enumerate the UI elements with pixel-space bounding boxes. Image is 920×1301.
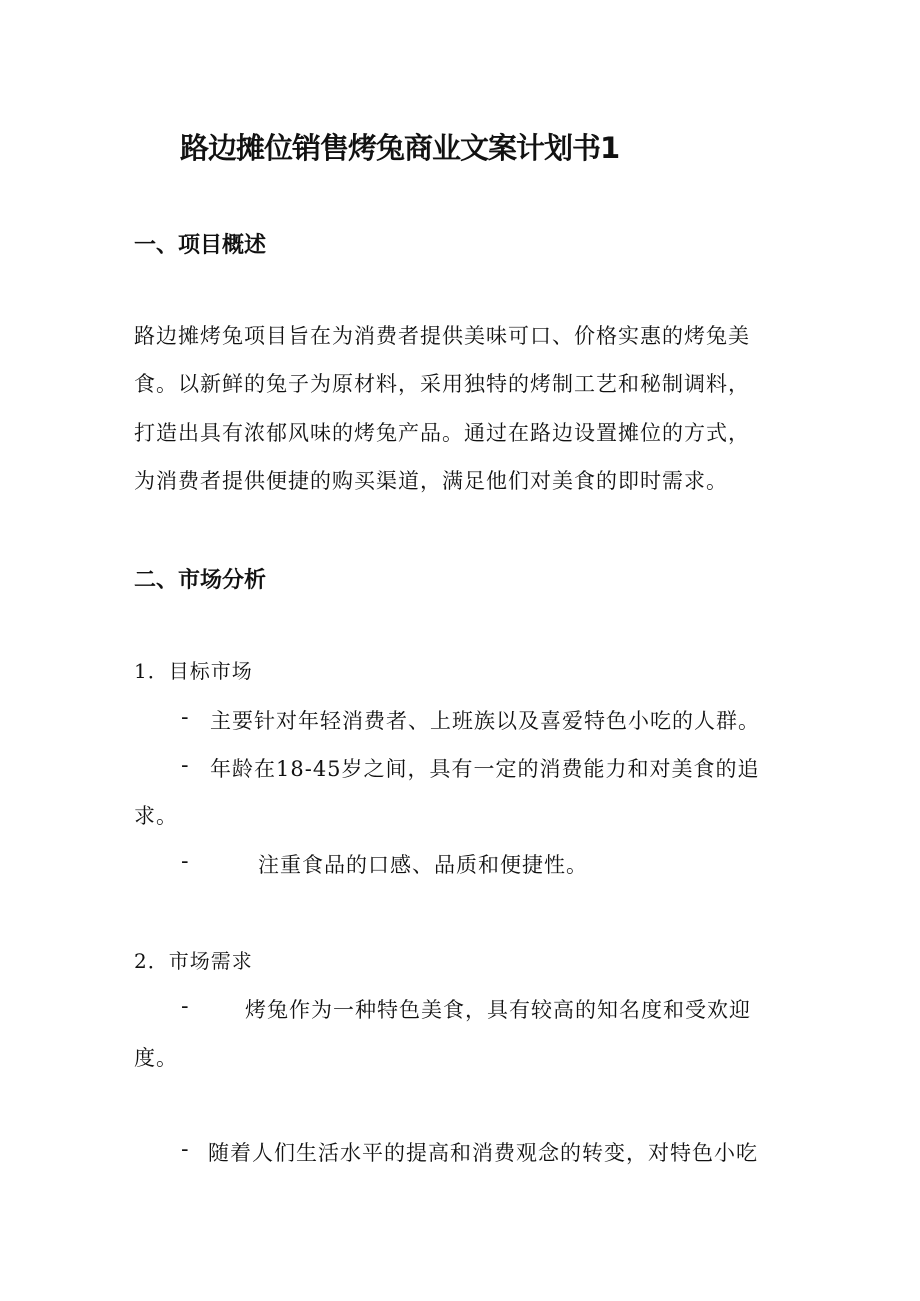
list-item-text: 烤兔作为一种特色美食，具有较高的知名度和受欢迎 (245, 998, 751, 1022)
list-item-text: 主要针对年轻消费者、上班族以及喜爱特色小吃的人群。 (210, 709, 760, 733)
overview-line-3: 打造出具有浓郁风味的烤兔产品。通过在路边设置摊位的方式， (134, 421, 750, 445)
section-heading-overview: 一、项目概述 (134, 233, 267, 258)
list-item-dash: - (181, 1137, 190, 1161)
list-item-dash: - (181, 753, 190, 777)
subsection-heading-market-demand: 2．市场需求 (134, 949, 253, 973)
list-item-text: 注重食品的口感、品质和便捷性。 (258, 853, 588, 877)
subsection-heading-target-market: 1．目标市场 (134, 659, 253, 683)
document-title: 路边摊位销售烤兔商业文案计划书1 (180, 131, 620, 165)
list-item-text: 随着人们生活水平的提高和消费观念的转变，对特色小吃 (208, 1141, 758, 1165)
overview-line-1: 路边摊烤兔项目旨在为消费者提供美味可口、价格实惠的烤兔美 (134, 324, 750, 348)
list-item-text: 年龄在18-45岁之间，具有一定的消费能力和对美食的追 (210, 757, 760, 781)
section-heading-market-analysis: 二、市场分析 (134, 568, 267, 593)
list-item-dash: - (181, 849, 190, 873)
list-item-continuation: 求。 (134, 804, 178, 828)
list-item-dash: - (181, 994, 190, 1018)
list-item-dash: - (181, 705, 190, 729)
overview-line-4: 为消费者提供便捷的购买渠道，满足他们对美食的即时需求。 (134, 469, 728, 493)
overview-line-2: 食。以新鲜的兔子为原材料，采用独特的烤制工艺和秘制调料， (134, 372, 750, 396)
list-item-continuation: 度。 (134, 1046, 178, 1070)
